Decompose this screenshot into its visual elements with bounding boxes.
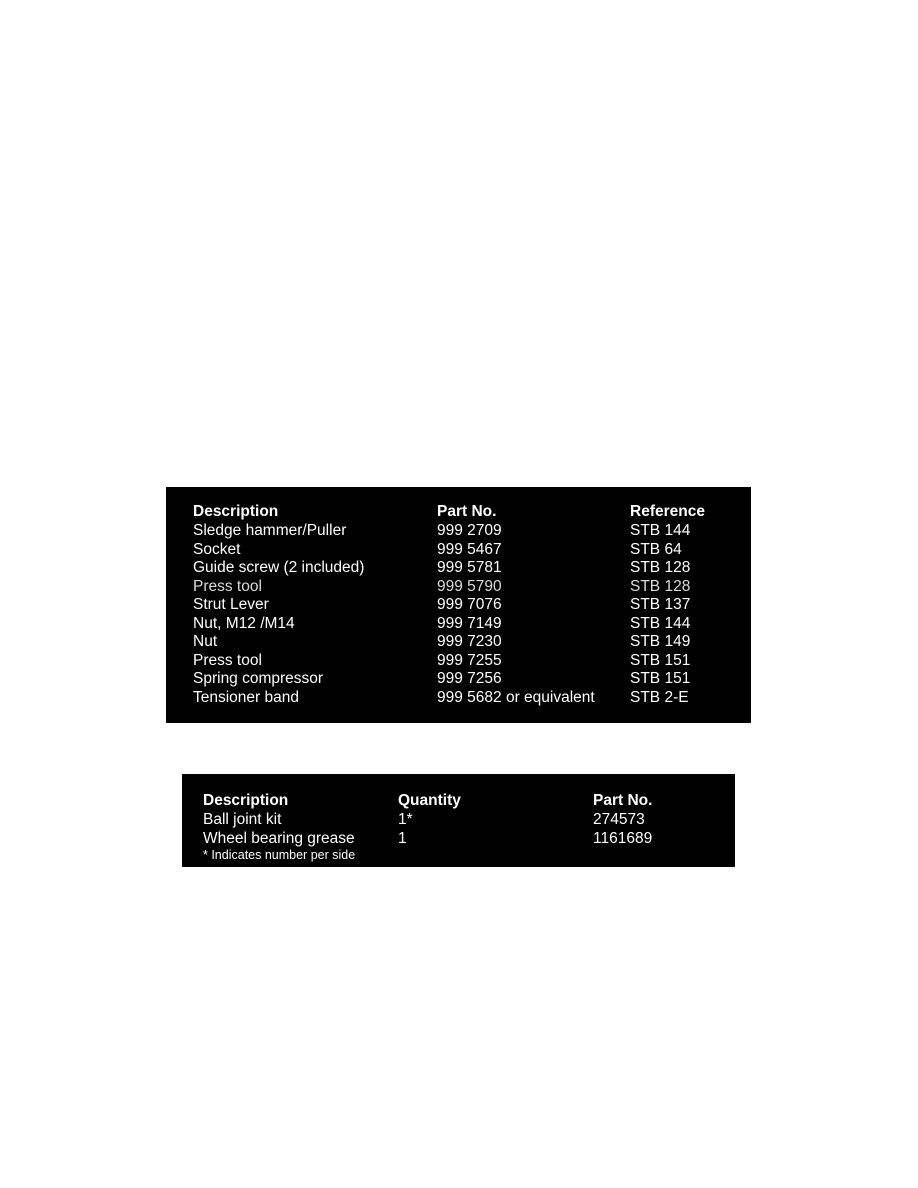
tool-part-no: 999 2709	[437, 522, 502, 539]
part-quantity: 1	[398, 829, 407, 847]
column-header-part-no: Part No.	[437, 503, 497, 520]
table-row	[166, 652, 751, 670]
column-header-reference: Reference	[630, 503, 705, 520]
tool-part-no: 999 7230	[437, 633, 502, 650]
column-header-description: Description	[203, 792, 289, 809]
tool-reference: STB 137	[630, 596, 691, 613]
tool-part-no: 999 5682 or equivalent	[437, 688, 595, 706]
table-header-row	[166, 503, 751, 521]
tool-description: Tensioner band	[193, 688, 299, 706]
column-header-part-no: Part No.	[593, 792, 653, 809]
tool-reference: STB 151	[630, 651, 691, 669]
tool-description: Guide screw (2 included)	[193, 559, 365, 576]
table-row	[166, 541, 751, 559]
special-tools-table	[166, 487, 751, 723]
column-header-quantity: Quantity	[398, 792, 461, 809]
tool-part-no: 999 7149	[437, 614, 502, 632]
column-header-description: Description	[193, 503, 279, 520]
table-header-row	[182, 792, 735, 810]
tool-part-no: 999 7076	[437, 596, 502, 613]
table-row	[166, 578, 751, 596]
tool-part-no: 999 5781	[437, 559, 502, 576]
part-number: 274573	[593, 810, 645, 828]
tool-part-no: 999 7255	[437, 651, 502, 669]
tool-reference: STB 128	[630, 559, 691, 576]
tool-reference: STB 151	[630, 670, 691, 687]
table-row	[166, 670, 751, 688]
table-row	[166, 689, 751, 707]
tool-reference: STB 149	[630, 633, 691, 650]
table-row	[182, 830, 735, 848]
part-quantity: 1*	[398, 810, 413, 828]
tool-reference: STB 144	[630, 522, 691, 539]
tool-description: Spring compressor	[193, 670, 324, 687]
parts-table	[182, 774, 735, 867]
tool-reference: STB 128	[630, 577, 691, 595]
tool-description: Press tool	[193, 651, 262, 669]
table-row	[182, 811, 735, 829]
tool-description: Press tool	[193, 577, 262, 595]
tool-part-no: 999 5467	[437, 540, 502, 558]
tool-description: Nut, M12 /M14	[193, 614, 295, 632]
tool-part-no: 999 7256	[437, 670, 502, 687]
table-row	[166, 633, 751, 651]
table-row	[166, 522, 751, 540]
tool-reference: STB 2-E	[630, 688, 689, 706]
tool-description: Strut Lever	[193, 596, 269, 613]
tool-description: Nut	[193, 633, 218, 650]
part-description: Wheel bearing grease	[203, 829, 355, 847]
tool-part-no: 999 5790	[437, 577, 502, 595]
part-number: 1161689	[593, 829, 653, 847]
table-row	[166, 559, 751, 577]
table-row	[166, 596, 751, 614]
tool-description: Sledge hammer/Puller	[193, 522, 347, 539]
part-description: Ball joint kit	[203, 810, 282, 828]
table-row	[166, 615, 751, 633]
tool-reference: STB 64	[630, 540, 682, 558]
footnote: * Indicates number per side	[203, 848, 356, 862]
tool-description: Socket	[193, 540, 241, 558]
tool-reference: STB 144	[630, 614, 691, 632]
